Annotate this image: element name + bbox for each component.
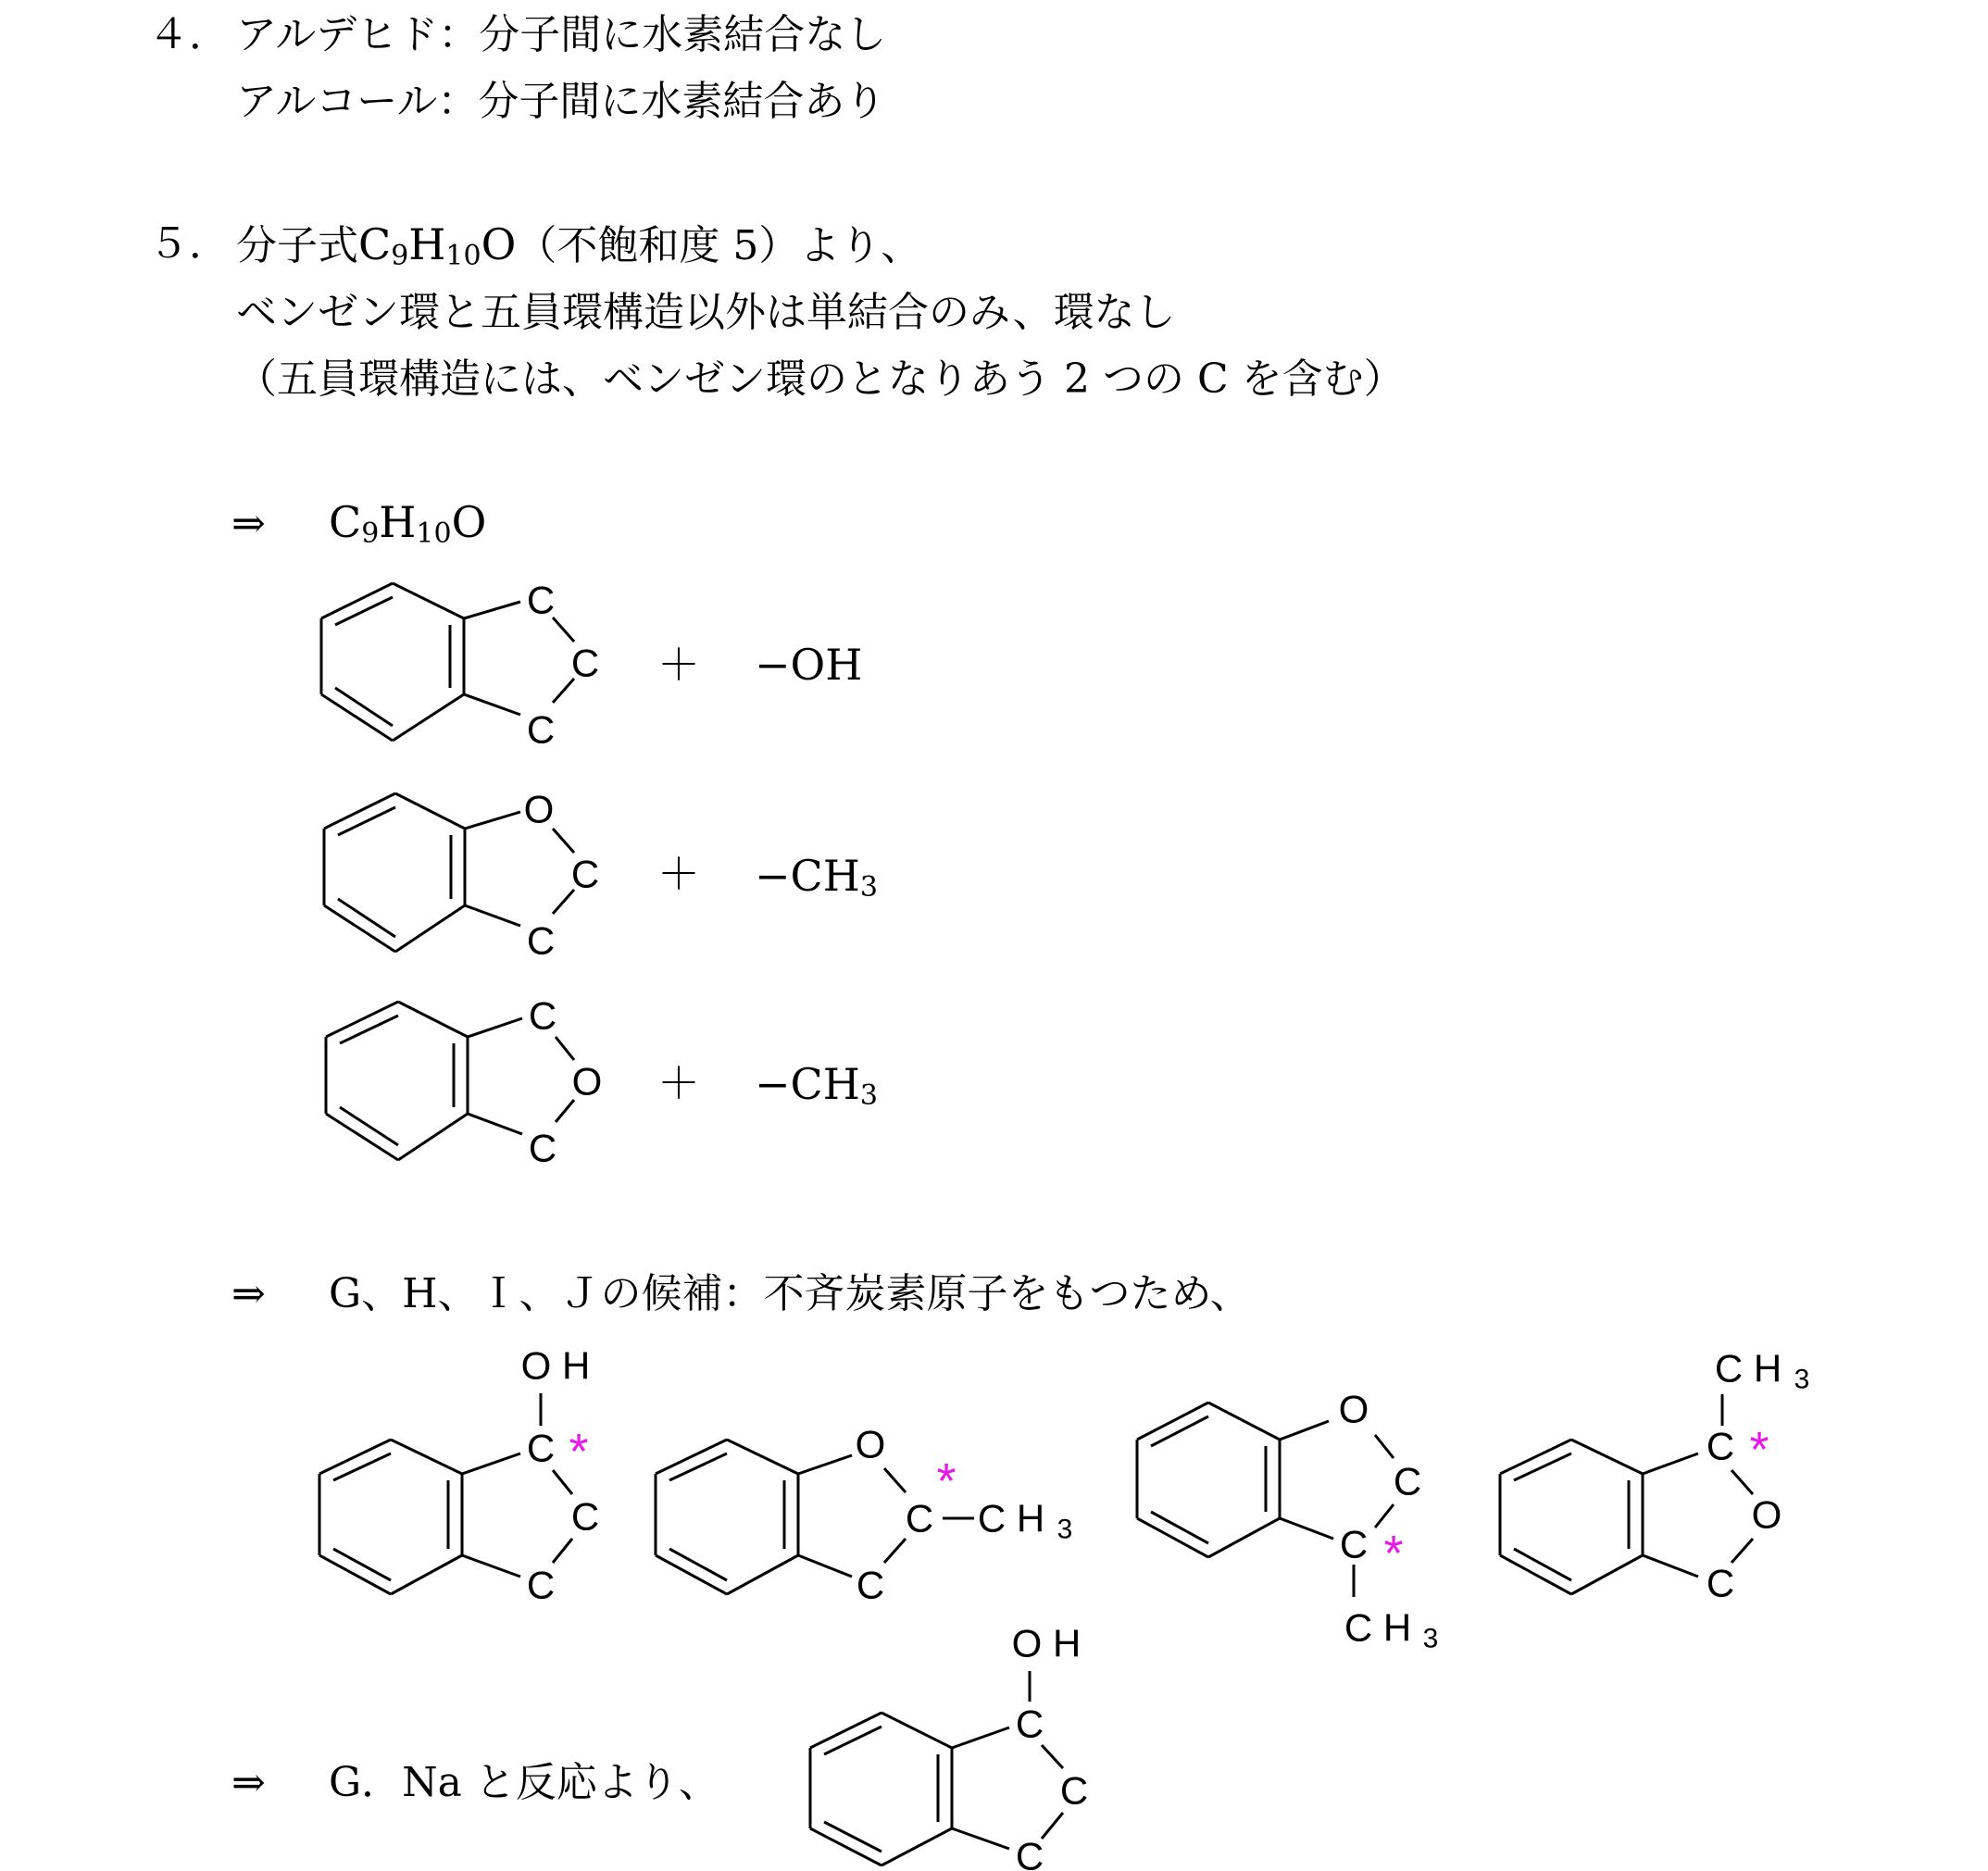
arrow1-symbol: ⇒ (231, 500, 266, 547)
atom-c: C (570, 1494, 600, 1539)
atom-oh: O H (1011, 1621, 1082, 1665)
plus-sign: ＋ (657, 1058, 700, 1108)
atom-c: C (1706, 1424, 1735, 1468)
subscript-3: 3 (1057, 1514, 1073, 1545)
atom-c: C (1706, 1561, 1735, 1605)
atom-c: C (526, 1426, 556, 1470)
item5-formula: $C_9H_{10}O$ (358, 219, 517, 272)
candidate-1 (319, 1344, 599, 1607)
atom-c: C (526, 918, 556, 963)
substituent-oh: −OH (755, 640, 863, 690)
asymmetric-star: * (936, 1453, 956, 1509)
item5-line1-suffix: （不飽和度 5）より、 (516, 222, 922, 269)
candidate-2 (656, 1423, 1072, 1607)
atom-c: C (526, 578, 556, 622)
atom-c: C (570, 641, 600, 685)
atom-c: C (856, 1563, 885, 1607)
asymmetric-star: * (1749, 1422, 1769, 1478)
subscript-3: 3 (1422, 1623, 1439, 1654)
item4-line1: アルデヒド：分子間に水素結合なし (236, 11, 887, 58)
atom-o: O (523, 787, 555, 831)
arrow3-text: G．Na と反応より、 (329, 1759, 719, 1806)
item5-line1-prefix: 分子式 (236, 222, 358, 269)
atom-c: C (526, 707, 556, 752)
substituent-ch3: $-CH_3$ (755, 1059, 878, 1112)
arrow2-symbol: ⇒ (231, 1270, 266, 1317)
asymmetric-star: * (1383, 1526, 1404, 1581)
atom-o: O (571, 1059, 603, 1104)
atom-c: C (1339, 1522, 1369, 1566)
atom-c: C (528, 993, 557, 1038)
substituent-ch3: $-CH_3$ (755, 851, 878, 904)
arrow1-formula: $C_9H_{10}O$ (329, 497, 487, 550)
atom-c: C (528, 1126, 557, 1170)
item5-line2: ベンゼン環と五員環構造以外は単結合のみ、環なし (236, 289, 1176, 336)
atom-c: C (1393, 1459, 1422, 1503)
atom-ch: C H (1714, 1346, 1782, 1391)
arrow2-text: G、H、Ｉ、Ｊの候補：不斉炭素原子をもつため、 (329, 1270, 1251, 1317)
item4-number: ４． (148, 11, 230, 58)
asymmetric-star: * (569, 1424, 589, 1479)
atom-c: C (570, 852, 600, 896)
plus-sign: ＋ (657, 849, 700, 899)
atom-ch: C H (1344, 1605, 1412, 1650)
atom-o: O (1751, 1492, 1782, 1537)
candidate-4 (1500, 1347, 1809, 1605)
atom-c: C (1015, 1702, 1044, 1746)
atom-c: C (526, 1563, 556, 1607)
candidate-3 (1137, 1388, 1438, 1654)
atom-ch: C H (977, 1496, 1045, 1540)
atom-o: O (855, 1422, 886, 1466)
item4-line2: アルコール：分子間に水素結合あり (236, 78, 886, 125)
plus-sign: ＋ (657, 640, 700, 690)
atom-c: C (1015, 1834, 1044, 1871)
subscript-3: 3 (1794, 1364, 1810, 1395)
item5-line3: （五員環構造には、ベンゼン環のとなりあう 2 つの C を含む） (236, 355, 1405, 403)
item5-number: ５． (148, 220, 230, 268)
atom-oh: O H (520, 1343, 591, 1388)
compound-g-structure (810, 1622, 1088, 1871)
atom-c: C (905, 1496, 934, 1540)
atom-o: O (1338, 1387, 1369, 1431)
atom-c: C (1059, 1768, 1089, 1813)
arrow3-symbol: ⇒ (231, 1759, 266, 1806)
